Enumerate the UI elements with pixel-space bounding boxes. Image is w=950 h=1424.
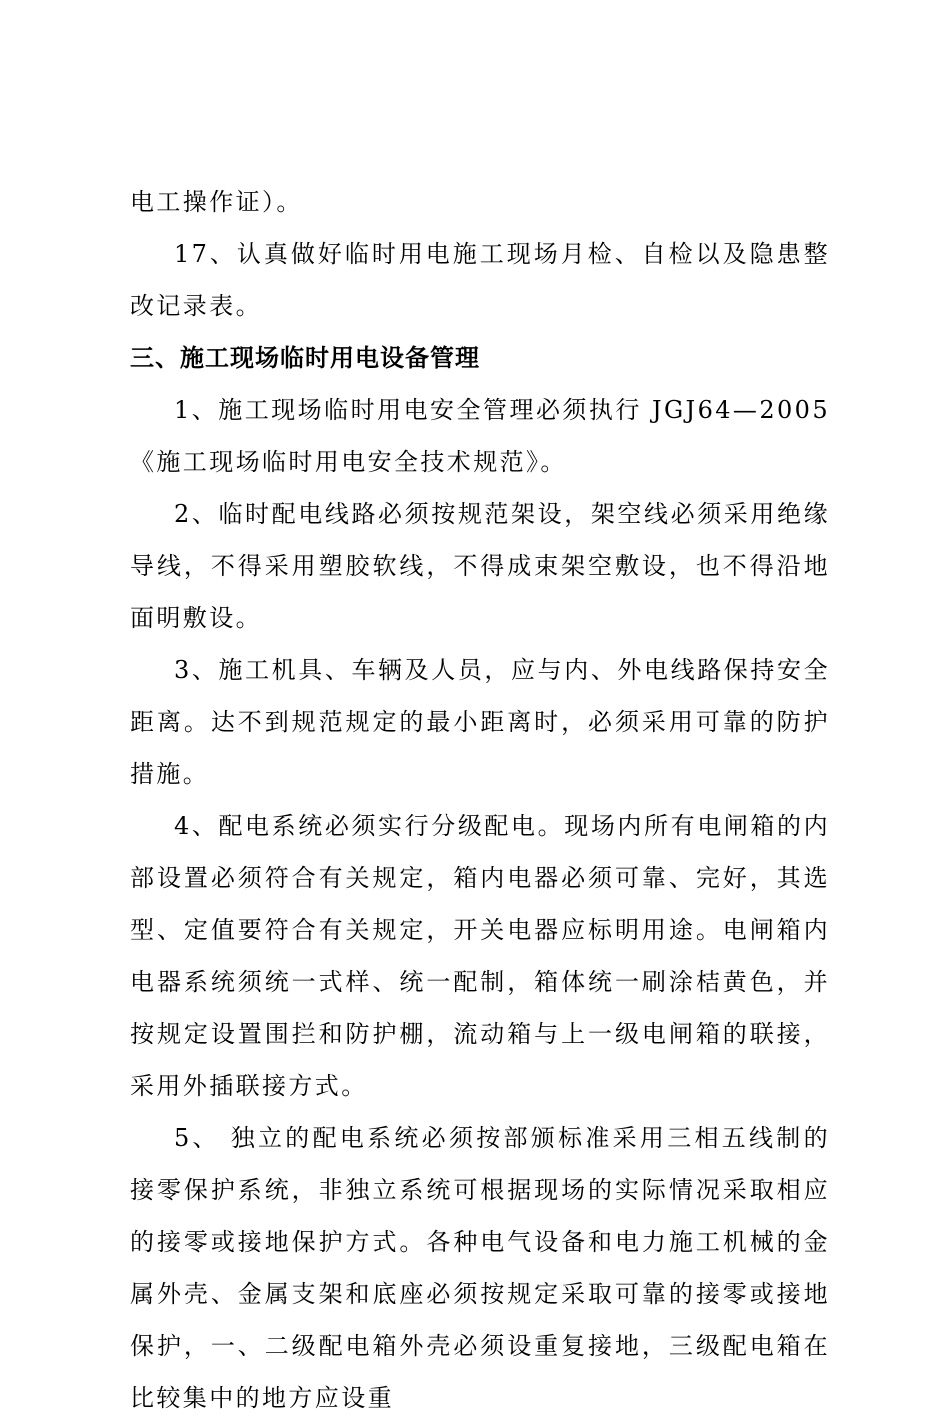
item-4-paragraph: 4、配电系统必须实行分级配电。现场内所有电闸箱的内部设置必须符合有关规定，箱内电器必须可靠、完好，其选型、定值要符合有关规定，开关电器应标明用途。电闸箱内电器系统须统一式样、统一配制，箱体统一刷涂桔黄色，并按规定设置围拦和防护棚，流动箱与上一级电闸箱的联接，采用外插联接方式。 (130, 812, 830, 1100)
item-3-paragraph: 3、施工机具、车辆及人员，应与内、外电线路保持安全距离。达不到规范规定的最小距离时，必须采用可靠的防护措施。 (130, 656, 830, 788)
section-heading: 三、施工现场临时用电设备管理 (130, 344, 480, 372)
document-body (130, 176, 830, 1424)
continuation-paragraph: 电工操作证）。 (130, 188, 303, 216)
item-2-paragraph: 2、临时配电线路必须按规范架设，架空线必须采用绝缘导线，不得采用塑胶软线，不得成束架空敷设，也不得沿地面明敷设。 (130, 500, 830, 632)
item-1-paragraph: 1、施工现场临时用电安全管理必须执行 JGJ64—2005《施工现场临时用电安全技术规范》。 (130, 396, 830, 476)
item-17-paragraph: 17、认真做好临时用电施工现场月检、自检以及隐患整改记录表。 (130, 240, 830, 320)
item-5-paragraph: 5、 独立的配电系统必须按部颁标准采用三相五线制的接零保护系统，非独立系统可根据现场的实际情况采取相应的接零或接地保护方式。各种电气设备和电力施工机械的金属外壳、金属支架和底座必须按规定采取可靠的接零或接地保护，一、二级配电箱外壳必须设重复接地，三级配电箱在比较集中的地方应设重 (130, 1124, 830, 1412)
